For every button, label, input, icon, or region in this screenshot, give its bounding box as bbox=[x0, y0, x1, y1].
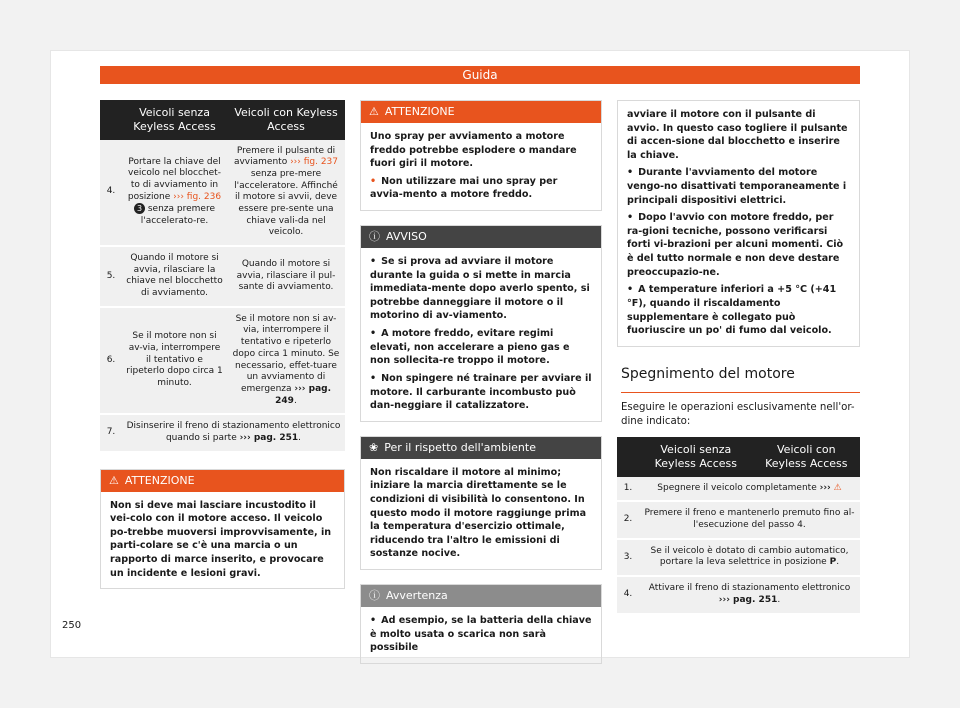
note-bullet: • Durante l'avviamento del motore vengo-no disattivati temporaneamente i principali dispositivi elettrici. bbox=[627, 166, 850, 207]
warning-box-unattended bbox=[100, 469, 345, 590]
figure-link[interactable]: ››› fig. 237 bbox=[290, 157, 339, 168]
top-margin bbox=[0, 0, 960, 50]
table-header-keyless: Veicoli con Keyless Access bbox=[753, 437, 860, 477]
warning-bullet: • Non utilizzare mai uno spray per avvia-mento a motore freddo. bbox=[370, 175, 592, 202]
note-bullet: • A temperature inferiori a +5 °C (+41 °F), quando il riscaldamento supplementare è collegato può fuoriuscire un po' di fumo dal veicolo. bbox=[627, 283, 850, 337]
left-margin bbox=[0, 50, 50, 658]
table-row bbox=[100, 140, 345, 247]
step-text-keyless: Quando il motore si avvia, rilasciare il pul-sante di avviamento. bbox=[227, 246, 345, 307]
table-header-no-keyless: Veicoli senza Keyless Access bbox=[639, 437, 753, 477]
figure-link[interactable]: ››› fig. 236 bbox=[173, 191, 222, 202]
step-number: 4. bbox=[100, 140, 122, 247]
stop-steps-table bbox=[617, 437, 860, 614]
table-row bbox=[617, 539, 860, 576]
column-middle bbox=[360, 100, 602, 678]
step-text-keyless: Premere il pulsante di avviamento ››› fig. 237 senza pre-mere l'acceleratore. Affinché il motore si avvii, deve essere pre-sente una chiave vali-da nel veicolo. bbox=[227, 140, 345, 247]
info-circle-icon: ⓘ bbox=[369, 230, 380, 244]
warning-box-spray bbox=[360, 100, 602, 211]
step-number: 1. bbox=[617, 477, 639, 502]
step-text-no-keyless: Quando il motore si avvia, rilasciare la chiave nel blocchetto di avviamento. bbox=[122, 246, 227, 307]
column-left bbox=[100, 100, 345, 603]
environment-box bbox=[360, 436, 602, 570]
table-header-no-keyless: Veicoli senza Keyless Access bbox=[122, 100, 227, 140]
notice-bullet: • A motore freddo, evitare regimi elevati, non accelerare a pieno gas e non sollecita-re troppo il motore. bbox=[370, 327, 592, 368]
note-bullet: • Dopo l'avvio con motore freddo, per ra-gioni tecniche, possono verificarsi forti vi-brazioni per alcuni momenti. Ciò è del tutto normale e non deve destare preoccupazio-ne. bbox=[627, 211, 850, 279]
step-number: 6. bbox=[100, 307, 122, 415]
warning-triangle-icon: ⚠ bbox=[833, 482, 842, 493]
environment-header: ❀ Per il rispetto dell'ambiente bbox=[361, 437, 601, 459]
leaf-icon: ❀ bbox=[369, 440, 379, 454]
table-row bbox=[100, 307, 345, 415]
note-continued-text: avviare il motore con il pulsante di avvio. In questo caso togliere il pulsante di accen-sione dal blocchetto e inserire la chiave. bbox=[627, 109, 848, 161]
page-number: 250 bbox=[62, 620, 82, 631]
notice-header: ⓘ AVVISO bbox=[361, 226, 601, 248]
step-number: 5. bbox=[100, 246, 122, 307]
step-number: 4. bbox=[617, 576, 639, 613]
step-text-no-keyless: Se il motore non si av-via, interrompere il tentativo e ripeterlo dopo circa 1 minuto. bbox=[122, 307, 227, 415]
step-text-both: Disinserire il freno di stazionamento elettronico quando si parte ››› pag. 251. bbox=[122, 414, 345, 451]
note-box bbox=[360, 584, 602, 664]
page-link[interactable]: ››› pag. 251 bbox=[718, 594, 778, 605]
warning-header: ⚠ ATTENZIONE bbox=[101, 470, 344, 492]
table-header-num bbox=[100, 100, 122, 140]
table-row bbox=[617, 576, 860, 613]
step-text-both: Spegnere il veicolo completamente ››› ⚠ bbox=[639, 477, 860, 502]
page-link[interactable]: ››› pag. 249 bbox=[275, 383, 332, 406]
note-bullet: • Ad esempio, se la batteria della chiave è molto usata o scarica non sarà possibile bbox=[370, 614, 592, 655]
warning-intro: Uno spray per avviamento a motore freddo potrebbe esplodere o mandare fuori giri il motore. bbox=[370, 131, 577, 170]
table-row bbox=[617, 477, 860, 502]
chapter-header: Guida bbox=[100, 66, 860, 84]
step-text-both: Attivare il freno di stazionamento elettronico ››› pag. 251. bbox=[639, 576, 860, 613]
table-row bbox=[617, 501, 860, 538]
step-text-no-keyless: Portare la chiave del veicolo nel blocchet-to di avviamento in posizione ››› fig. 236 3 senza premere l'accelerato-re. bbox=[122, 140, 227, 247]
step-number: 7. bbox=[100, 414, 122, 451]
notice-bullet: • Non spingere né trainare per avviare il motore. Il carburante incombusto può dan-neggiare il catalizzatore. bbox=[370, 372, 592, 413]
table-header-num bbox=[617, 437, 639, 477]
table-row bbox=[100, 414, 345, 451]
notice-bullet: • Se si prova ad avviare il motore durante la guida o si mette in marcia immediata-mente dopo averlo spento, si potrebbe danneggiare il motore o il motorino di av-viamento. bbox=[370, 255, 592, 323]
start-steps-table bbox=[100, 100, 345, 453]
notice-box bbox=[360, 225, 602, 422]
table-row bbox=[100, 246, 345, 307]
reference-link[interactable]: ››› bbox=[819, 482, 831, 493]
note-box-continued bbox=[617, 100, 860, 347]
table-header-keyless: Veicoli con Keyless Access bbox=[227, 100, 345, 140]
callout-number-icon: 3 bbox=[134, 203, 145, 214]
note-header: ⓘ Avvertenza bbox=[361, 585, 601, 607]
warning-triangle-icon: ⚠ bbox=[369, 105, 379, 118]
column-right bbox=[617, 100, 860, 615]
step-number: 2. bbox=[617, 501, 639, 538]
right-margin bbox=[910, 50, 960, 658]
step-text-both: Premere il freno e mantenerlo premuto fino al-l'esecuzione del passo 4. bbox=[639, 501, 860, 538]
gear-position: P bbox=[829, 557, 837, 568]
section-title: Spegnimento del motore bbox=[621, 365, 860, 393]
step-text-keyless: Se il motore non si av-via, interrompere il tentativo e ripeterlo dopo circa 1 minuto. Se necessario, effet-tuare un avviamento di emergenza ››› pag. 249. bbox=[227, 307, 345, 415]
step-number: 3. bbox=[617, 539, 639, 576]
page-link[interactable]: ››› pag. 251 bbox=[239, 432, 299, 443]
section-intro: Eseguire le operazioni esclusivamente nell'or-dine indicato: bbox=[621, 401, 855, 427]
environment-text: Non riscaldare il motore al minimo; iniziare la marcia direttamente se le condizioni di visibilità lo consentono. In questo modo il motore raggiunge prima la temperatura d'esercizio ottimale, riducendo tra l'altro le emissioni di sostanze nocive. bbox=[370, 466, 587, 560]
info-square-icon: ⓘ bbox=[369, 589, 380, 603]
warning-header: ⚠ ATTENZIONE bbox=[361, 101, 601, 123]
warning-triangle-icon: ⚠ bbox=[109, 473, 119, 487]
step-text-both: Se il veicolo è dotato di cambio automatico, portare la leva selettrice in posizione P. bbox=[639, 539, 860, 576]
warning-text: Non si deve mai lasciare incustodito il vei-colo con il motore acceso. Il veicolo po-trebbe muoversi improvvisamente, in parti-colare se c'è una marcia o un rapporto di marce inserito, e provocare un incidente e lesioni gravi. bbox=[110, 499, 332, 579]
